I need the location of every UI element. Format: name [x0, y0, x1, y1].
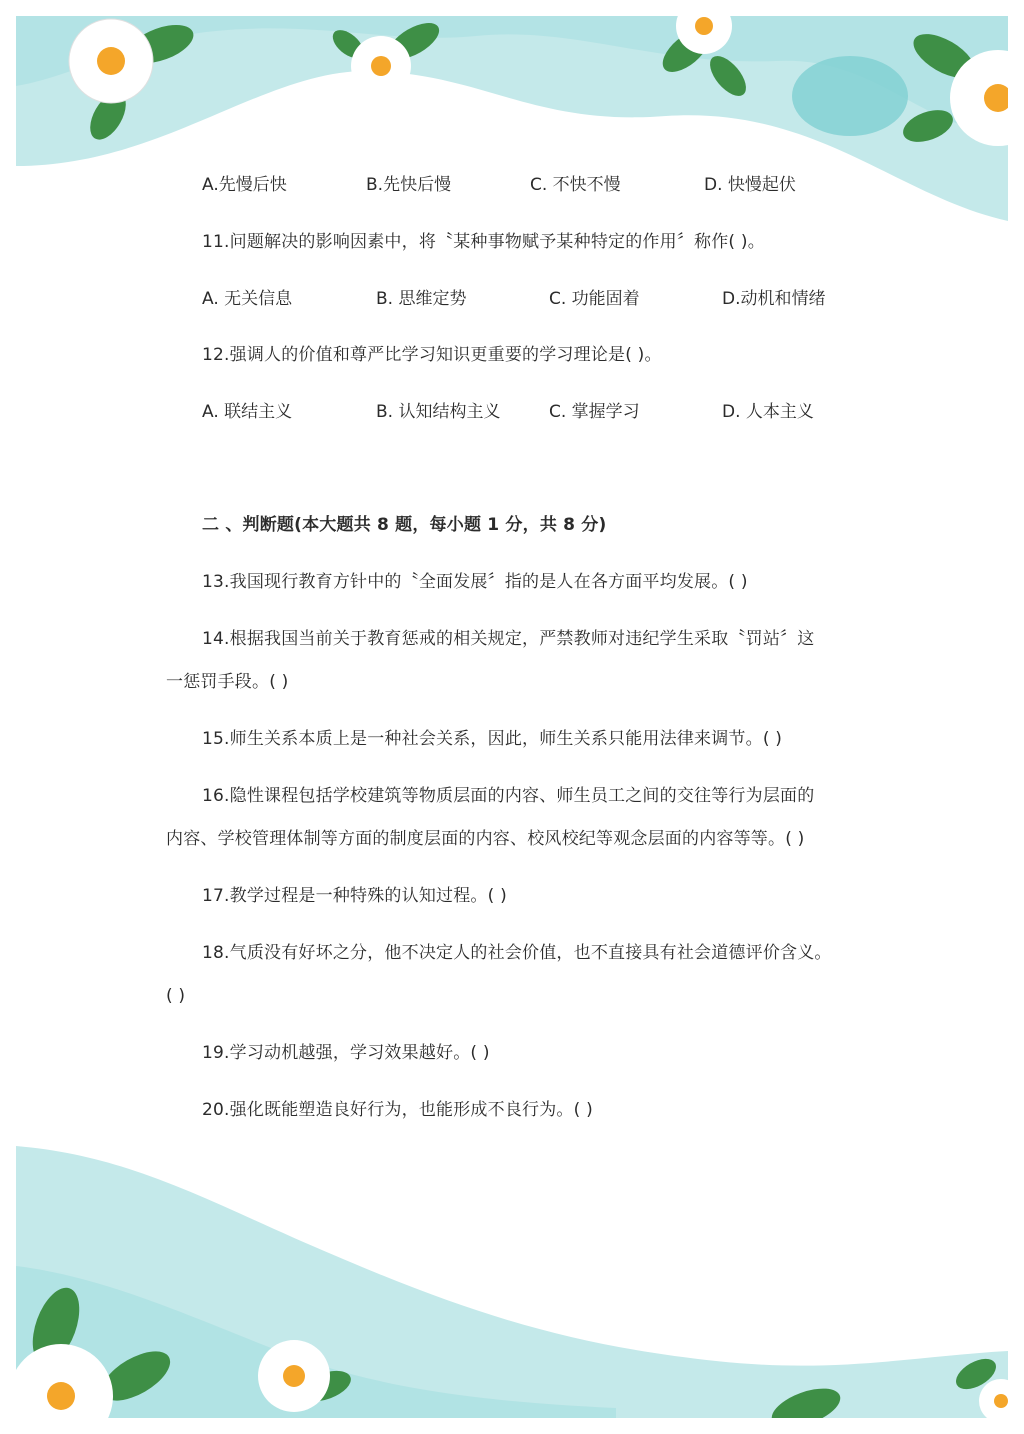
question-content — [16, 16, 1008, 1418]
q11-option-b: B. 思维定势 — [376, 289, 467, 309]
q15: 15.师生关系本质上是一种社会关系，因此，师生关系只能用法律来调节。( ) — [202, 729, 783, 749]
exam-page — [16, 16, 1008, 1418]
q16-line1: 16.隐性课程包括学校建筑等物质层面的内容、师生员工之间的交往等行为层面的 — [202, 786, 815, 806]
q12-option-b: B. 认知结构主义 — [376, 402, 501, 422]
q17: 17.教学过程是一种特殊的认知过程。( ) — [202, 886, 507, 906]
q13: 13.我国现行教育方针中的〝全面发展〞指的是人在各方面平均发展。( ) — [202, 572, 748, 592]
q16-line2: 内容、学校管理体制等方面的制度层面的内容、校风校纪等观念层面的内容等等。( ) — [166, 829, 805, 849]
q12-option-c: C. 掌握学习 — [549, 402, 640, 422]
q14-line1: 14.根据我国当前关于教育惩戒的相关规定，严禁教师对违纪学生采取〝罚站〞这 — [202, 629, 815, 649]
q11-option-d: D.动机和情绪 — [722, 289, 826, 309]
q19: 19.学习动机越强，学习效果越好。( ) — [202, 1043, 490, 1063]
q10-option-a: A.先慢后快 — [202, 175, 287, 195]
q12-option-a: A. 联结主义 — [202, 402, 293, 422]
q14-line2: 一惩罚手段。( ) — [166, 672, 289, 692]
q11-option-c: C. 功能固着 — [549, 289, 640, 309]
q18-line1: 18.气质没有好坏之分，他不决定人的社会价值，也不直接具有社会道德评价含义。 — [202, 943, 832, 963]
q10-option-b: B.先快后慢 — [366, 175, 452, 195]
q10-option-c: C. 不快不慢 — [530, 175, 621, 195]
section-heading-true-false: 二 、判断题(本大题共 8 题，每小题 1 分，共 8 分) — [202, 515, 607, 535]
q18-line2: ( ) — [166, 986, 186, 1006]
q20: 20.强化既能塑造良好行为，也能形成不良行为。( ) — [202, 1100, 593, 1120]
q10-option-d: D. 快慢起伏 — [704, 175, 796, 195]
q11-option-a: A. 无关信息 — [202, 289, 293, 309]
q12-option-d: D. 人本主义 — [722, 402, 814, 422]
q11-stem: 11.问题解决的影响因素中，将〝某种事物赋予某种特定的作用〞称作( )。 — [202, 232, 765, 252]
q12-stem: 12.强调人的价值和尊严比学习知识更重要的学习理论是( )。 — [202, 345, 662, 365]
